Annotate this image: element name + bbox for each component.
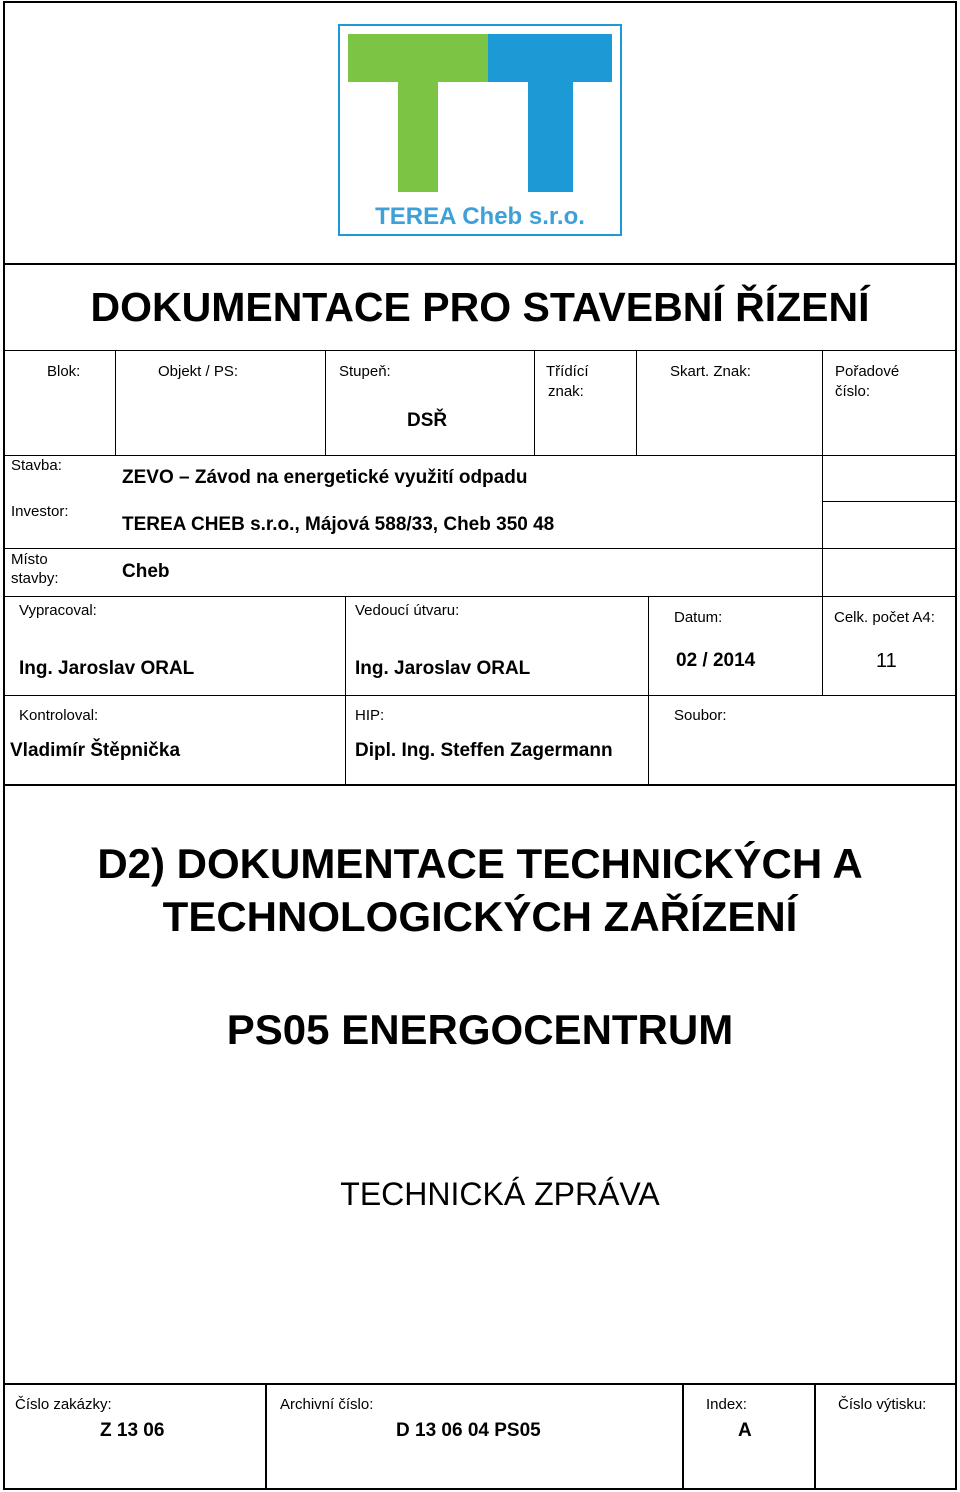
vypracoval-label: Vypracoval: — [19, 602, 97, 619]
main-title-line2: TECHNOLOGICKÝCH ZAŘÍZENÍ — [162, 893, 798, 940]
vedouci-value: Ing. Jaroslav ORAL — [355, 658, 531, 679]
vypracoval-value: Ing. Jaroslav ORAL — [19, 658, 195, 679]
main-title-line1: D2) DOKUMENTACE TECHNICKÝCH A — [97, 840, 863, 887]
datum-label: Datum: — [674, 609, 723, 626]
datum-value: 02 / 2014 — [676, 650, 756, 671]
tridici-label-line2: znak: — [548, 383, 584, 400]
misto-label-line2: stavby: — [11, 570, 59, 587]
ps-title: PS05 ENERGOCENTRUM — [226, 1006, 734, 1053]
poradove-label-line1: Pořadové — [835, 363, 900, 380]
investor-value: TEREA CHEB s.r.o., Májová 588/33, Cheb 350 48 — [122, 514, 555, 535]
stupen-label: Stupeň: — [339, 363, 391, 380]
kontroloval-label: Kontroloval: — [19, 707, 99, 724]
terea-logo — [338, 24, 622, 236]
logo-graphic — [338, 24, 622, 236]
kontroloval-value: Vladimír Štěpnička — [10, 740, 181, 761]
vedouci-label: Vedoucí útvaru: — [355, 602, 460, 619]
misto-label-line1: Místo — [11, 551, 48, 568]
zakazka-label: Číslo zakázky: — [15, 1396, 112, 1413]
vytisk-label: Číslo výtisku: — [838, 1396, 927, 1413]
blok-label: Blok: — [47, 363, 81, 380]
index-value: A — [738, 1420, 752, 1441]
objekt-label: Objekt / PS: — [158, 363, 239, 380]
report-title: TECHNICKÁ ZPRÁVA — [340, 1176, 660, 1212]
hip-value: Dipl. Ing. Steffen Zagermann — [355, 740, 613, 761]
archivni-value: D 13 06 04 PS05 — [396, 1420, 541, 1441]
investor-label: Investor: — [11, 503, 69, 520]
document-title: DOKUMENTACE PRO STAVEBNÍ ŘÍZENÍ — [90, 284, 870, 330]
index-label: Index: — [706, 1396, 747, 1413]
stupen-value: DSŘ — [407, 410, 448, 431]
tridici-label-line1: Třídící — [546, 363, 589, 380]
hip-label: HIP: — [355, 707, 385, 724]
logo-text: TEREA Cheb s.r.o. — [375, 203, 585, 230]
misto-value: Cheb — [122, 561, 170, 582]
archivni-label: Archivní číslo: — [280, 1396, 374, 1413]
poradove-label-line2: číslo: — [835, 383, 871, 400]
pocet-label: Celk. počet A4: — [834, 609, 935, 626]
soubor-label: Soubor: — [674, 707, 727, 724]
stavba-label: Stavba: — [11, 457, 62, 474]
stavba-value: ZEVO – Závod na energetické využití odpadu — [122, 467, 528, 488]
zakazka-value: Z 13 06 — [100, 1420, 165, 1441]
skart-label: Skart. Znak: — [670, 363, 751, 380]
pocet-value: 11 — [876, 650, 897, 672]
